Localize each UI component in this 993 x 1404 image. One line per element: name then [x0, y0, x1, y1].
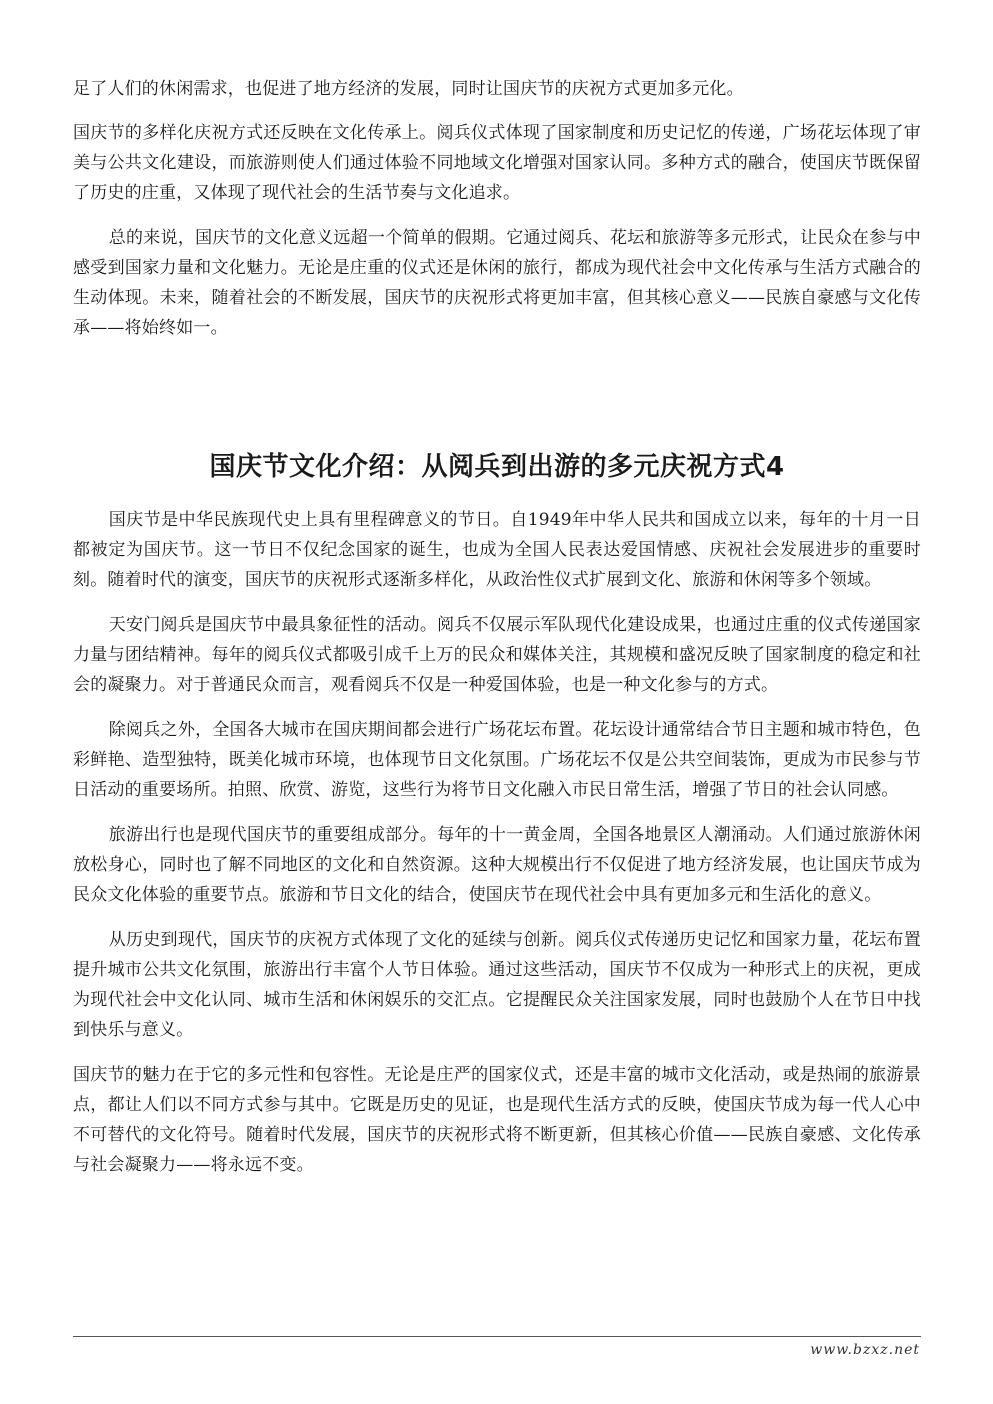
- paragraph: 国庆节的多样化庆祝方式还反映在文化传承上。阅兵仪式体现了国家制度和历史记忆的传递，广场花坛体现了审美与公共文化建设，而旅游则使人们通过体验不同地域文化增强对国家认同。多种方式的融合，使国庆节既保留了历史的庄重，又体现了现代社会的生活节奏与文化追求。: [73, 123, 921, 203]
- paragraph: 从历史到现代，国庆节的庆祝方式体现了文化的延续与创新。阅兵仪式传递历史记忆和国家力量，花坛布置提升城市公共文化氛围，旅游出行丰富个人节日体验。通过这些活动，国庆节不仅成为一种形式上的庆祝，更成为现代社会中文化认同、城市生活和休闲娱乐的交汇点。它提醒民众关注国家发展，同时也鼓励个人在节日中找到快乐与意义。: [73, 930, 921, 1040]
- paragraph: 旅游出行也是现代国庆节的重要组成部分。每年的十一黄金周，全国各地景区人潮涌动。人们通过旅游休闲放松身心，同时也了解不同地区的文化和自然资源。这种大规模出行不仅促进了地方经济发展，也让国庆节成为民众文化体验的重要节点。旅游和节日文化的结合，使国庆节在现代社会中具有更加多元和生活化的意义。: [73, 825, 921, 905]
- paragraph: 国庆节是中华民族现代史上具有里程碑意义的节日。自1949年中华人民共和国成立以来，每年的十月一日都被定为国庆节。这一节日不仅纪念国家的诞生，也成为全国人民表达爱国情感、庆祝社会发展进步的重要时刻。随着时代的演变，国庆节的庆祝形式逐渐多样化，从政治性仪式扩展到文化、旅游和休闲等多个领域。: [73, 510, 921, 590]
- paragraph: 总的来说，国庆节的文化意义远超一个简单的假期。它通过阅兵、花坛和旅游等多元形式，让民众在参与中感受到国家力量和文化魅力。无论是庄重的仪式还是休闲的旅行，都成为现代社会中文化传承与生活方式融合的生动体现。未来，随着社会的不断发展，国庆节的庆祝形式将更加丰富，但其核心意义——民族自豪感与文化传承——将始终如一。: [73, 228, 921, 338]
- paragraph: 足了人们的休闲需求，也促进了地方经济的发展，同时让国庆节的庆祝方式更加多元化。: [73, 79, 744, 99]
- paragraph: 除阅兵之外，全国各大城市在国庆期间都会进行广场花坛布置。花坛设计通常结合节日主题和城市特色，色彩鲜艳、造型独特，既美化城市环境，也体现节日文化氛围。广场花坛不仅是公共空间装饰，更成为市民参与节日活动的重要场所。拍照、欣赏、游览，这些行为将节日文化融入市民日常生活，增强了节日的社会认同感。: [73, 720, 921, 800]
- article-title: 国庆节文化介绍：从阅兵到出游的多元庆祝方式4: [209, 452, 785, 482]
- footer-website: www.bzxz.net: [810, 1342, 920, 1358]
- footer-divider: [73, 1336, 921, 1337]
- paragraph: 国庆节的魅力在于它的多元性和包容性。无论是庄严的国家仪式，还是丰富的城市文化活动，或是热闹的旅游景点，都让人们以不同方式参与其中。它既是历史的见证，也是现代生活方式的反映，使国庆节成为每一代人心中不可替代的文化符号。随着时代发展，国庆节的庆祝形式将不断更新，但其核心价值——民族自豪感、文化传承与社会凝聚力——将永远不变。: [73, 1065, 921, 1175]
- paragraph: 天安门阅兵是国庆节中最具象征性的活动。阅兵不仅展示军队现代化建设成果，也通过庄重的仪式传递国家力量与团结精神。每年的阅兵仪式都吸引成千上万的民众和媒体关注，其规模和盛况反映了国家制度的稳定和社会的凝聚力。对于普通民众而言，观看阅兵不仅是一种爱国体验，也是一种文化参与的方式。: [73, 615, 921, 695]
- document-body: [73, 74, 921, 1180]
